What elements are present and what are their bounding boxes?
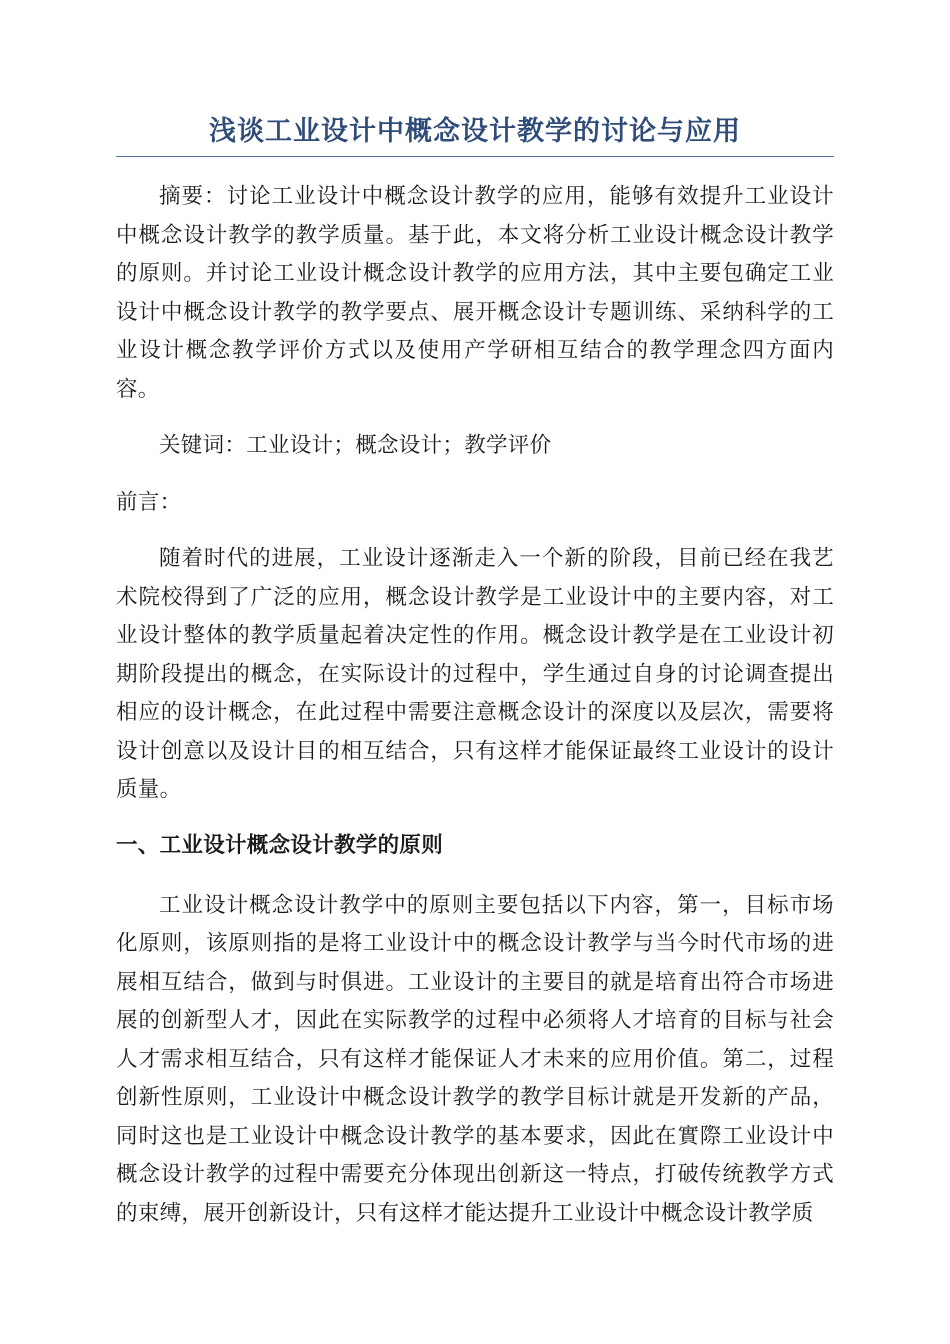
document-page [116, 110, 834, 1233]
document-title: 浅谈工业设计中概念设计教学的讨论与应用 [116, 110, 834, 157]
section-1-body: 工业设计概念设计教学中的原则主要包括以下内容，第一，目标市场化原则，该原则指的是将工业设计中的概念设计教学与当今时代市场的进展相互结合，做到与时俱进。工业设计的主要目的就是培育出符合市场进展的创新型人才，因此在实际教学的过程中必须将人才培育的目标与社会人才需求相互结合，只有这样才能保证人才未来的应用价值。第二，过程创新性原则，工业设计中概念设计教学的教学目标计就是开发新的产品，同时这也是工业设计中概念设计教学的基本要求，因此在實際工业设计中概念设计教学的过程中需要充分体现出创新这一特点，打破传统教学方式的束缚，展开创新设计，只有这样才能达提升工业设计中概念设计教学质 [116, 892, 834, 1226]
keywords-line: 关键词：工业设计；概念设计；教学评价 [159, 433, 552, 458]
abstract-paragraph: 摘要：讨论工业设计中概念设计教学的应用，能够有效提升工业设计中概念设计教学的教学质量。基于此，本文将分析工业设计概念设计教学的原则。并讨论工业设计概念设计教学的应用方法，其中主要包确定工业设计中概念设计教学的教学要点、展开概念设计专题训练、采纳科学的工业设计概念教学评价方式以及使用产学研相互结合的教学理念四方面内容。 [116, 184, 834, 402]
section-heading-1: 一、工业设计概念设计教学的原则 [116, 832, 444, 858]
intro-paragraph: 随着时代的进展，工业设计逐渐走入一个新的阶段，目前已经在我艺术院校得到了广泛的应用，概念设计教学是工业设计中的主要内容，对工业设计整体的教学质量起着决定性的作用。概念设计教学是在工业设计初期阶段提出的概念，在实际设计的过程中，学生通过自身的讨论调查提出相应的设计概念，在此过程中需要注意概念设计的深度以及层次，需要将设计创意以及设计目的相互结合，只有这样才能保证最终工业设计的设计质量。 [116, 546, 834, 802]
preface-label: 前言： [116, 489, 182, 515]
